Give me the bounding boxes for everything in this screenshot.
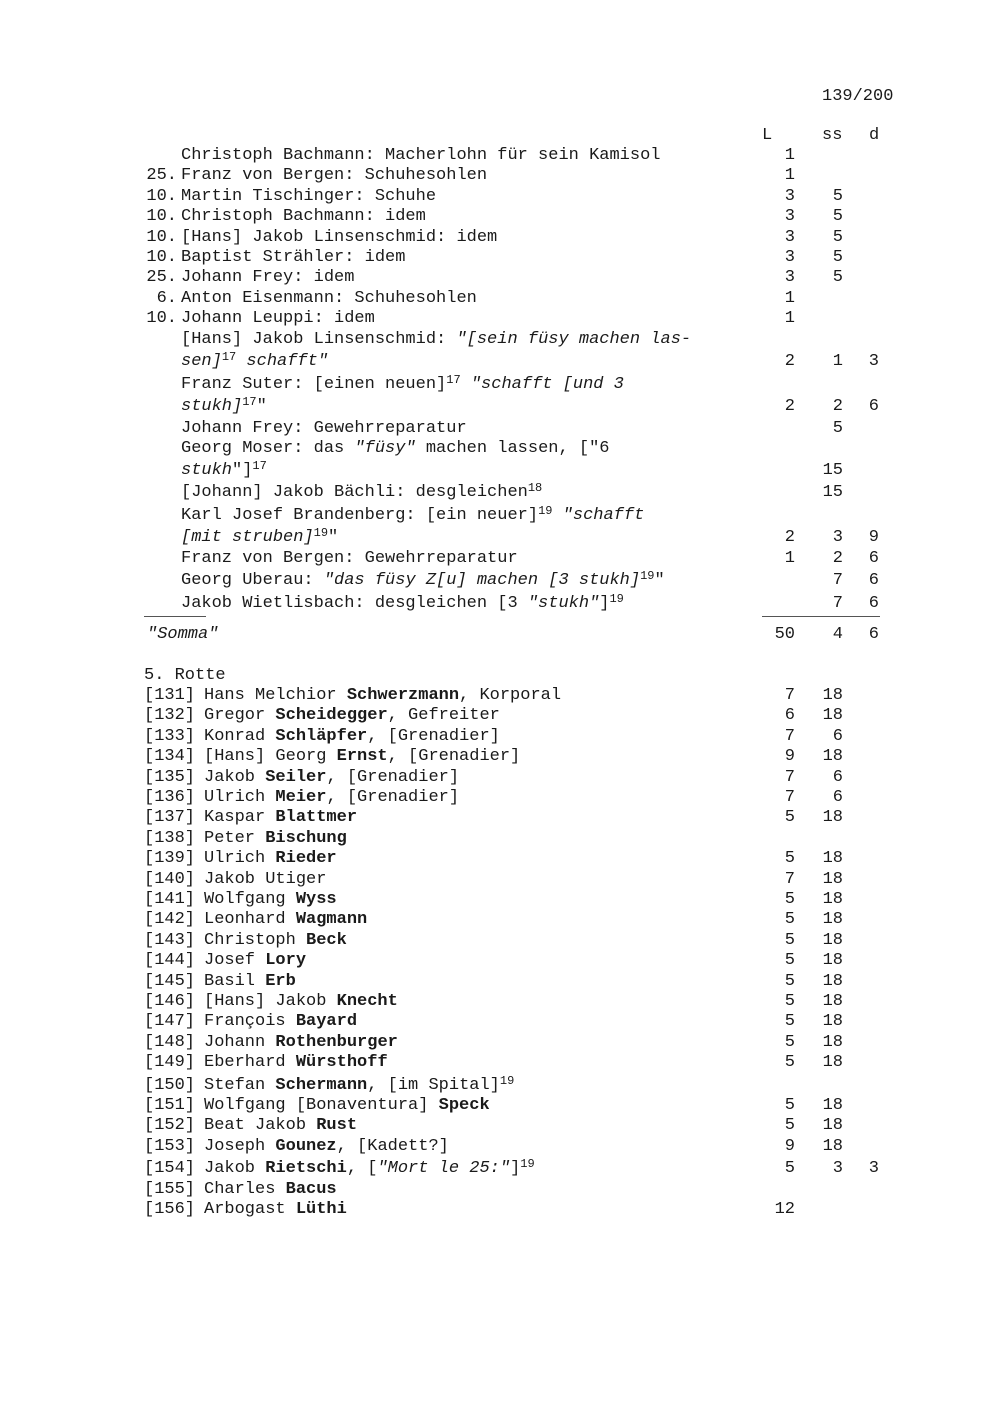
value-L: 9 — [784, 1136, 795, 1156]
value-ss: 15 — [822, 483, 843, 502]
header-L: L — [762, 126, 773, 145]
member-name — [204, 1012, 357, 1031]
member-firstname: Jakob — [204, 767, 266, 787]
expense-entry — [181, 461, 267, 480]
entry-text: [Hans] Jakob Linsenschmid: — [181, 330, 457, 349]
member-rank: , [im Spital] — [367, 1075, 500, 1095]
value-ss: 18 — [822, 808, 843, 828]
member-surname: Scheidegger — [275, 706, 388, 726]
member-surname: Wyss — [295, 890, 337, 909]
member-note: "Mort le 25:" — [377, 1159, 511, 1179]
member-firstname: Gregor — [204, 706, 276, 726]
value-ss: 18 — [822, 1096, 843, 1115]
value-d: 9 — [868, 528, 879, 547]
value-L: 5 — [784, 1096, 795, 1115]
member-rank: , Korporal — [459, 686, 562, 705]
value-ss: 18 — [822, 971, 843, 991]
member-rank: , [Grenadier] — [367, 726, 500, 746]
value-ss: 18 — [822, 1136, 843, 1156]
value-L: 3 — [784, 268, 795, 288]
member-number: [154] — [144, 1159, 196, 1179]
member-name — [204, 1137, 449, 1156]
expense-entry: [Hans] Jakob Linsenschmid: idem — [181, 227, 498, 247]
value-d: 3 — [868, 1159, 879, 1179]
value-ss: 7 — [832, 571, 843, 590]
member-name — [204, 849, 337, 868]
value-L: 7 — [784, 686, 795, 705]
value-ss: 3 — [832, 528, 843, 547]
value-ss: 18 — [822, 686, 843, 705]
member-number: [132] — [144, 706, 196, 726]
footnote-ref: 18 — [527, 481, 543, 495]
member-number: [143] — [144, 930, 196, 950]
value-ss: 18 — [822, 992, 843, 1011]
value-L: 3 — [784, 227, 795, 247]
expense-entry — [181, 571, 665, 590]
value-L: 5 — [784, 992, 795, 1011]
member-surname: Lüthi — [295, 1200, 347, 1219]
expense-day: 10. — [146, 248, 177, 267]
total-ss: 4 — [832, 625, 843, 644]
member-surname: Bacus — [285, 1179, 337, 1199]
expense-entry: Martin Tischinger: Schuhe — [181, 186, 437, 206]
member-rank: , [ — [346, 1159, 378, 1179]
value-ss: 1 — [832, 352, 843, 371]
member-firstname: Wolfgang — [204, 890, 296, 909]
member-surname: Bischung — [265, 828, 347, 848]
member-surname: Bayard — [295, 1012, 358, 1032]
member-firstname: Leonhard — [204, 910, 296, 930]
member-firstname: Beat Jakob — [204, 1116, 317, 1136]
value-L: 5 — [784, 808, 795, 828]
value-ss: 18 — [822, 1116, 843, 1136]
value-L: 7 — [784, 726, 795, 746]
entry-quote: "[sein füsy machen las- — [456, 330, 692, 349]
expense-entry: Franz von Bergen: Schuhesohlen — [181, 166, 488, 186]
member-number: [137] — [144, 808, 196, 828]
member-name — [204, 1200, 347, 1219]
member-firstname: François — [204, 1012, 296, 1032]
entry-quote: stukh] — [181, 397, 243, 416]
entry-text: ] — [599, 594, 610, 613]
value-ss: 18 — [822, 747, 843, 767]
member-firstname: Peter — [204, 828, 266, 848]
expense-entry: Christoph Bachmann: Macherlohn für sein Kamisol — [181, 146, 661, 165]
member-surname: Beck — [306, 930, 347, 950]
footnote-ref: 19 — [499, 1073, 515, 1088]
member-name — [204, 1159, 535, 1178]
value-d: 6 — [868, 397, 879, 416]
value-L: 7 — [784, 788, 795, 807]
member-surname: Meier — [275, 788, 327, 807]
value-ss: 2 — [832, 549, 843, 568]
value-ss: 18 — [822, 869, 843, 889]
value-L: 6 — [784, 706, 795, 726]
value-ss: 5 — [832, 186, 843, 206]
entry-text: "] — [232, 461, 253, 480]
member-name — [204, 788, 459, 807]
member-rank: , [Grenadier] — [326, 788, 460, 807]
value-L: 2 — [784, 352, 795, 371]
value-ss: 18 — [822, 930, 843, 950]
entry-text: Johann Frey: Gewehrreparatur — [181, 419, 467, 438]
entry-quote: sen] — [181, 352, 222, 371]
member-name — [204, 1116, 357, 1135]
value-L: 1 — [784, 288, 795, 308]
member-number: [141] — [144, 890, 196, 909]
entry-quote: "das füsy Z[u] machen [3 stukh] — [323, 571, 641, 590]
member-number: [138] — [144, 828, 196, 848]
member-name — [204, 972, 296, 991]
member-firstname: [Hans] Georg — [204, 747, 337, 767]
expense-entry — [181, 483, 542, 502]
entry-text: Karl Josef Brandenberg: [ein neuer] — [181, 506, 539, 525]
member-name — [204, 910, 367, 929]
value-L: 5 — [784, 971, 795, 991]
value-L: 12 — [774, 1200, 795, 1219]
member-firstname: [Hans] Jakob — [204, 992, 337, 1011]
expense-day: 10. — [146, 186, 177, 206]
member-firstname: Jakob — [204, 1159, 266, 1179]
value-ss: 5 — [832, 268, 843, 288]
member-firstname: Eberhard — [204, 1053, 296, 1073]
expense-entry — [181, 352, 328, 371]
member-surname: Seiler — [265, 767, 327, 787]
member-name — [204, 808, 357, 827]
entry-text: " — [328, 528, 339, 547]
total-label: "Somma" — [147, 625, 219, 644]
member-number: [149] — [144, 1053, 196, 1073]
member-surname: Rust — [316, 1116, 358, 1136]
member-firstname: Hans Melchior — [204, 686, 347, 705]
member-name — [204, 706, 500, 725]
member-surname: Würsthoff — [295, 1053, 388, 1073]
total-rule-left — [144, 616, 206, 617]
member-firstname: Johann — [204, 1032, 276, 1052]
value-ss: 18 — [822, 706, 843, 726]
expense-entry — [181, 549, 518, 568]
expense-entry: Baptist Strähler: idem — [181, 248, 406, 267]
member-number: [131] — [144, 686, 196, 705]
member-rank: ] — [510, 1159, 521, 1179]
member-number: [153] — [144, 1136, 196, 1156]
entry-text: Franz von Bergen: Gewehrreparatur — [181, 549, 518, 568]
member-surname: Rothenburger — [275, 1032, 398, 1052]
value-L: 7 — [784, 869, 795, 889]
expense-entry — [181, 375, 624, 394]
member-name — [204, 1053, 388, 1072]
footnote-ref: 19 — [520, 1157, 535, 1172]
expense-day: 10. — [146, 309, 177, 329]
value-ss: 5 — [832, 207, 843, 227]
total-d: 6 — [868, 625, 879, 644]
member-number: [150] — [144, 1075, 196, 1095]
expense-entry — [181, 439, 610, 458]
entry-text: Georg Uberau: — [181, 571, 324, 590]
member-number: [146] — [144, 992, 196, 1011]
member-number: [148] — [144, 1032, 196, 1052]
section-title: 5. Rotte — [144, 666, 226, 685]
member-number: [145] — [144, 971, 196, 991]
member-number: [147] — [144, 1012, 196, 1032]
member-number: [134] — [144, 747, 196, 767]
value-L: 2 — [784, 528, 795, 547]
value-ss: 18 — [822, 890, 843, 909]
value-L: 3 — [784, 248, 795, 267]
value-L: 9 — [784, 747, 795, 767]
footnote-ref: 17 — [221, 350, 237, 364]
member-firstname: Ulrich — [204, 849, 276, 869]
expense-entry: Johann Frey: idem — [181, 268, 355, 288]
member-firstname: Kaspar — [204, 808, 276, 828]
value-ss: 18 — [822, 1032, 843, 1052]
value-L: 1 — [784, 549, 795, 568]
member-number: [136] — [144, 788, 196, 807]
member-firstname: Basil — [204, 971, 266, 991]
value-L: 5 — [784, 930, 795, 950]
member-surname: Schermann — [275, 1075, 368, 1095]
member-name — [204, 890, 337, 909]
footnote-ref: 17 — [242, 395, 257, 409]
total-rule-right — [762, 616, 880, 617]
footnote-ref: 19 — [538, 504, 553, 518]
entry-quote: stukh — [181, 461, 233, 480]
member-number: [135] — [144, 767, 196, 787]
expense-entry: Christoph Bachmann: idem — [181, 207, 426, 227]
value-ss: 15 — [822, 461, 843, 480]
member-firstname: Arbogast — [204, 1200, 296, 1219]
member-name — [204, 768, 459, 787]
entry-quote: "stukh" — [527, 594, 600, 613]
member-rank: , [Grenadier] — [387, 747, 521, 767]
value-L: 7 — [784, 767, 795, 787]
member-number: [155] — [144, 1179, 196, 1199]
value-L: 5 — [784, 1012, 795, 1032]
member-firstname: Josef — [204, 951, 266, 971]
value-L: 3 — [784, 207, 795, 227]
member-firstname: Christoph — [204, 930, 307, 950]
member-name — [204, 951, 306, 970]
value-ss: 18 — [822, 951, 843, 971]
footnote-ref: 17 — [252, 459, 267, 473]
member-name — [204, 747, 520, 766]
member-number: [144] — [144, 951, 196, 971]
entry-quote: "schafft [und 3 — [460, 375, 624, 394]
expense-entry — [181, 506, 644, 525]
member-number: [152] — [144, 1116, 196, 1136]
expense-entry — [181, 594, 624, 613]
member-rank: , Gefreiter — [387, 706, 500, 726]
entry-text: Franz Suter: [einen neuen] — [181, 375, 447, 394]
member-firstname: Konrad — [204, 726, 276, 746]
value-ss: 3 — [832, 1159, 843, 1179]
entry-text: " — [256, 397, 267, 416]
value-L: 5 — [784, 890, 795, 909]
value-ss: 5 — [832, 227, 843, 247]
member-name — [204, 829, 347, 848]
member-surname: Ernst — [336, 747, 388, 767]
member-firstname: Wolfgang [Bonaventura] — [204, 1096, 439, 1115]
value-ss: 6 — [832, 726, 843, 746]
value-d: 6 — [868, 571, 879, 590]
member-name — [204, 992, 398, 1011]
entry-text: machen lassen, ["6 — [415, 439, 610, 458]
expense-entry — [181, 528, 338, 547]
value-L: 5 — [784, 951, 795, 971]
footnote-ref: 19 — [313, 526, 329, 540]
value-L: 5 — [784, 910, 795, 930]
value-ss: 5 — [832, 419, 843, 438]
value-L: 5 — [784, 1032, 795, 1052]
member-name — [204, 870, 326, 889]
value-ss: 7 — [832, 594, 843, 613]
member-surname: Schwerzmann — [346, 686, 460, 705]
header-ss: ss — [822, 126, 843, 145]
entry-text: Jakob Wietlisbach: desgleichen [3 — [181, 594, 528, 613]
member-surname: Blattmer — [275, 808, 358, 828]
member-firstname: Ulrich — [204, 788, 276, 807]
member-firstname: Joseph — [204, 1136, 276, 1156]
entry-text: " — [654, 571, 665, 590]
member-surname: Knecht — [336, 992, 398, 1011]
expense-day: 10. — [146, 227, 177, 247]
entry-text: Georg Moser: das — [181, 439, 355, 458]
member-name — [204, 1096, 490, 1115]
member-name — [204, 931, 347, 950]
expense-entry: Johann Leuppi: idem — [181, 309, 375, 329]
value-L: 1 — [784, 146, 795, 165]
value-ss: 2 — [832, 397, 843, 416]
member-name — [204, 727, 500, 746]
value-ss: 18 — [822, 1012, 843, 1032]
member-firstname: Jakob Utiger — [204, 869, 327, 889]
page-number: 139/200 — [822, 87, 894, 106]
member-surname: Rietschi — [265, 1159, 347, 1179]
member-surname: Erb — [265, 971, 296, 991]
entry-text: [Johann] Jakob Bächli: desgleichen — [181, 483, 528, 502]
value-L: 5 — [784, 1116, 795, 1136]
member-number: [142] — [144, 910, 196, 930]
member-number: [139] — [144, 849, 196, 869]
footnote-ref: 19 — [640, 569, 655, 583]
footnote-ref: 19 — [609, 592, 624, 606]
expense-entry — [181, 397, 267, 416]
member-surname: Gounez — [275, 1136, 337, 1156]
value-L: 1 — [784, 166, 795, 186]
expense-entry: Anton Eisenmann: Schuhesohlen — [181, 288, 477, 308]
member-rank: , [Kadett?] — [336, 1136, 449, 1156]
value-d: 6 — [868, 594, 879, 613]
expense-day: 10. — [146, 207, 177, 227]
expense-day: 25. — [146, 166, 177, 186]
value-ss: 6 — [832, 788, 843, 807]
member-name — [204, 1180, 337, 1199]
member-name — [204, 686, 561, 705]
entry-quote: [mit struben] — [181, 528, 314, 547]
value-L: 1 — [784, 309, 795, 329]
value-ss: 6 — [832, 767, 843, 787]
member-name — [204, 1033, 398, 1052]
expense-entry — [181, 419, 467, 438]
member-firstname: Charles — [204, 1179, 286, 1199]
value-ss: 5 — [832, 248, 843, 267]
value-ss: 18 — [822, 849, 843, 869]
column-headers — [0, 126, 1000, 146]
value-ss: 18 — [822, 1053, 843, 1073]
entry-quote: "füsy" — [354, 439, 416, 458]
expense-entry — [181, 330, 691, 349]
value-L: 5 — [784, 1053, 795, 1073]
total-L: 50 — [774, 625, 795, 644]
value-L: 5 — [784, 1159, 795, 1179]
value-ss: 18 — [822, 910, 843, 930]
footnote-ref: 17 — [446, 373, 461, 387]
member-number: [151] — [144, 1096, 196, 1115]
member-rank: , [Grenadier] — [326, 767, 460, 787]
member-name — [204, 1073, 515, 1095]
member-number: [133] — [144, 726, 196, 746]
value-d: 3 — [868, 352, 879, 371]
value-L: 3 — [784, 186, 795, 206]
member-surname: Lory — [265, 951, 307, 971]
expense-day: 25. — [146, 268, 177, 288]
value-L: 2 — [784, 397, 795, 416]
member-surname: Schläpfer — [275, 726, 368, 746]
entry-quote: schafft" — [236, 352, 329, 371]
expense-day: 6. — [156, 288, 177, 308]
member-number: [156] — [144, 1200, 196, 1219]
entry-quote: "schafft — [552, 506, 645, 525]
member-surname: Rieder — [275, 849, 337, 869]
member-surname: Speck — [438, 1096, 490, 1115]
member-number: [140] — [144, 869, 196, 889]
member-surname: Wagmann — [295, 910, 368, 930]
value-L: 5 — [784, 849, 795, 869]
member-firstname: Stefan — [204, 1075, 276, 1095]
header-d: d — [869, 126, 880, 145]
value-d: 6 — [868, 549, 879, 568]
